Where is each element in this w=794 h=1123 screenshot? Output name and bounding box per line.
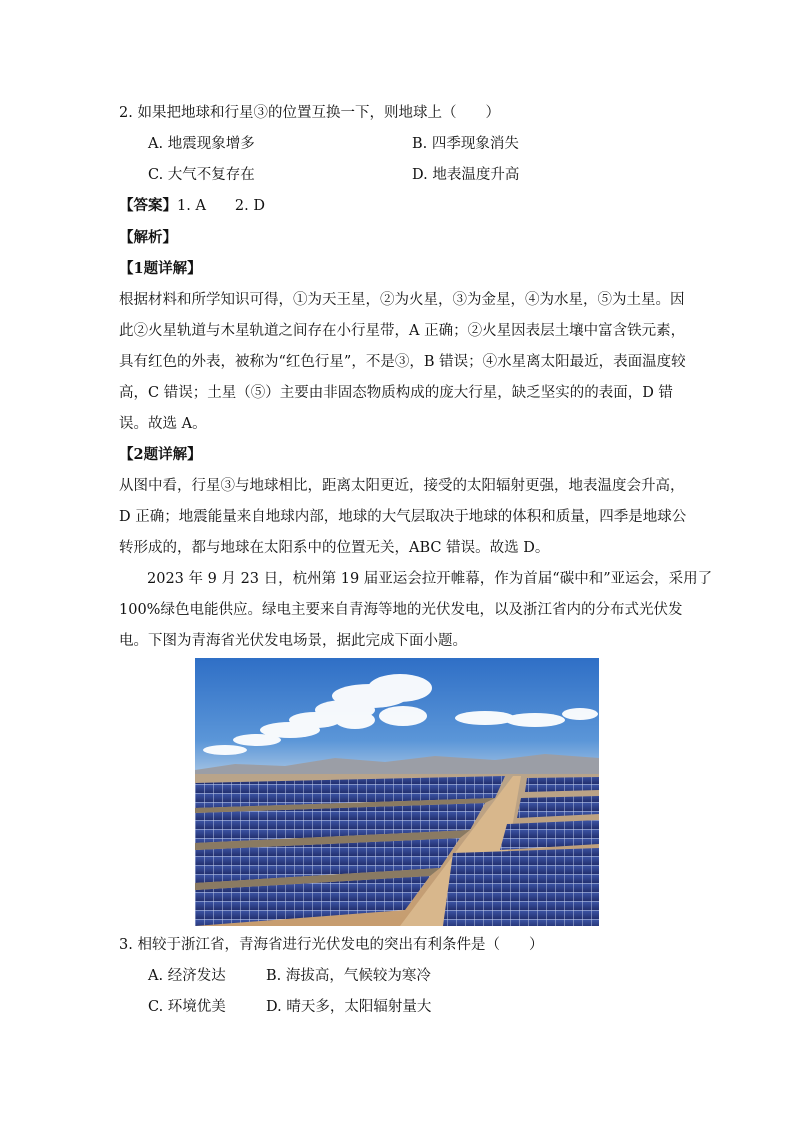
q3-option-d: D. 晴天多，太阳辐射量大 <box>266 999 432 1015</box>
solar-farm-photo <box>195 658 599 926</box>
q2-stem: 2. 如果把地球和行星③的位置互换一下，则地球上（ ） <box>119 105 500 121</box>
passage-line: 100%绿色电能供应。绿电主要来自青海等地的光伏发电，以及浙江省内的分布式光伏发 <box>119 602 683 618</box>
detail1-line: 具有红色的外表，被称为“红色行星”，不是③，B 错误；④水星离太阳最近，表面温度较 <box>119 354 686 370</box>
answer-text: 1. A 2. D <box>177 198 265 214</box>
q2-option-d: D. 地表温度升高 <box>412 167 520 183</box>
answer-line <box>119 196 265 216</box>
detail1-line: 误。故选 A。 <box>119 416 207 432</box>
q2-option-b: B. 四季现象消失 <box>412 136 519 152</box>
detail2-line: 从图中看，行星③与地球相比，距离太阳更近，接受的太阳辐射更强，地表温度会升高， <box>119 478 685 494</box>
passage-line: 2023 年 9 月 23 日，杭州第 19 届亚运会拉开帷幕，作为首届“碳中和”亚运会，采用了 <box>147 571 713 587</box>
detail1-label: 【1题详解】 <box>119 260 202 277</box>
answer-label: 【答案】 <box>119 197 177 214</box>
detail1-line: 高，C 错误；土星（⑤）主要由非固态物质构成的庞大行星，缺乏坚实的的表面，D 错 <box>119 385 673 401</box>
q3-option-c: C. 环境优美 <box>148 999 226 1015</box>
detail2-label: 【2题详解】 <box>119 446 202 463</box>
detail2-line: D 正确；地震能量来自地球内部，地球的大气层取决于地球的体积和质量，四季是地球公 <box>119 509 687 525</box>
q3-option-b: B. 海拔高，气候较为寒冷 <box>266 968 431 984</box>
passage-line: 电。下图为青海省光伏发电场景，据此完成下面小题。 <box>119 633 467 649</box>
q3-option-a: A. 经济发达 <box>148 968 226 984</box>
q2-option-a: A. 地震现象增多 <box>148 136 255 152</box>
q2-option-c: C. 大气不复存在 <box>148 167 255 183</box>
detail2-line: 转形成的，都与地球在太阳系中的位置无关，ABC 错误。故选 D。 <box>119 540 550 556</box>
detail1-line: 根据材料和所学知识可得，①为天王星，②为火星，③为金星，④为水星，⑤为土星。因 <box>119 292 685 308</box>
q3-stem: 3. 相较于浙江省，青海省进行光伏发电的突出有利条件是（ ） <box>119 937 544 953</box>
detail1-line: 此②火星轨道与木星轨道之间存在小行星带，A 正确；②火星因表层土壤中富含铁元素， <box>119 323 686 339</box>
analysis-label: 【解析】 <box>119 229 177 246</box>
